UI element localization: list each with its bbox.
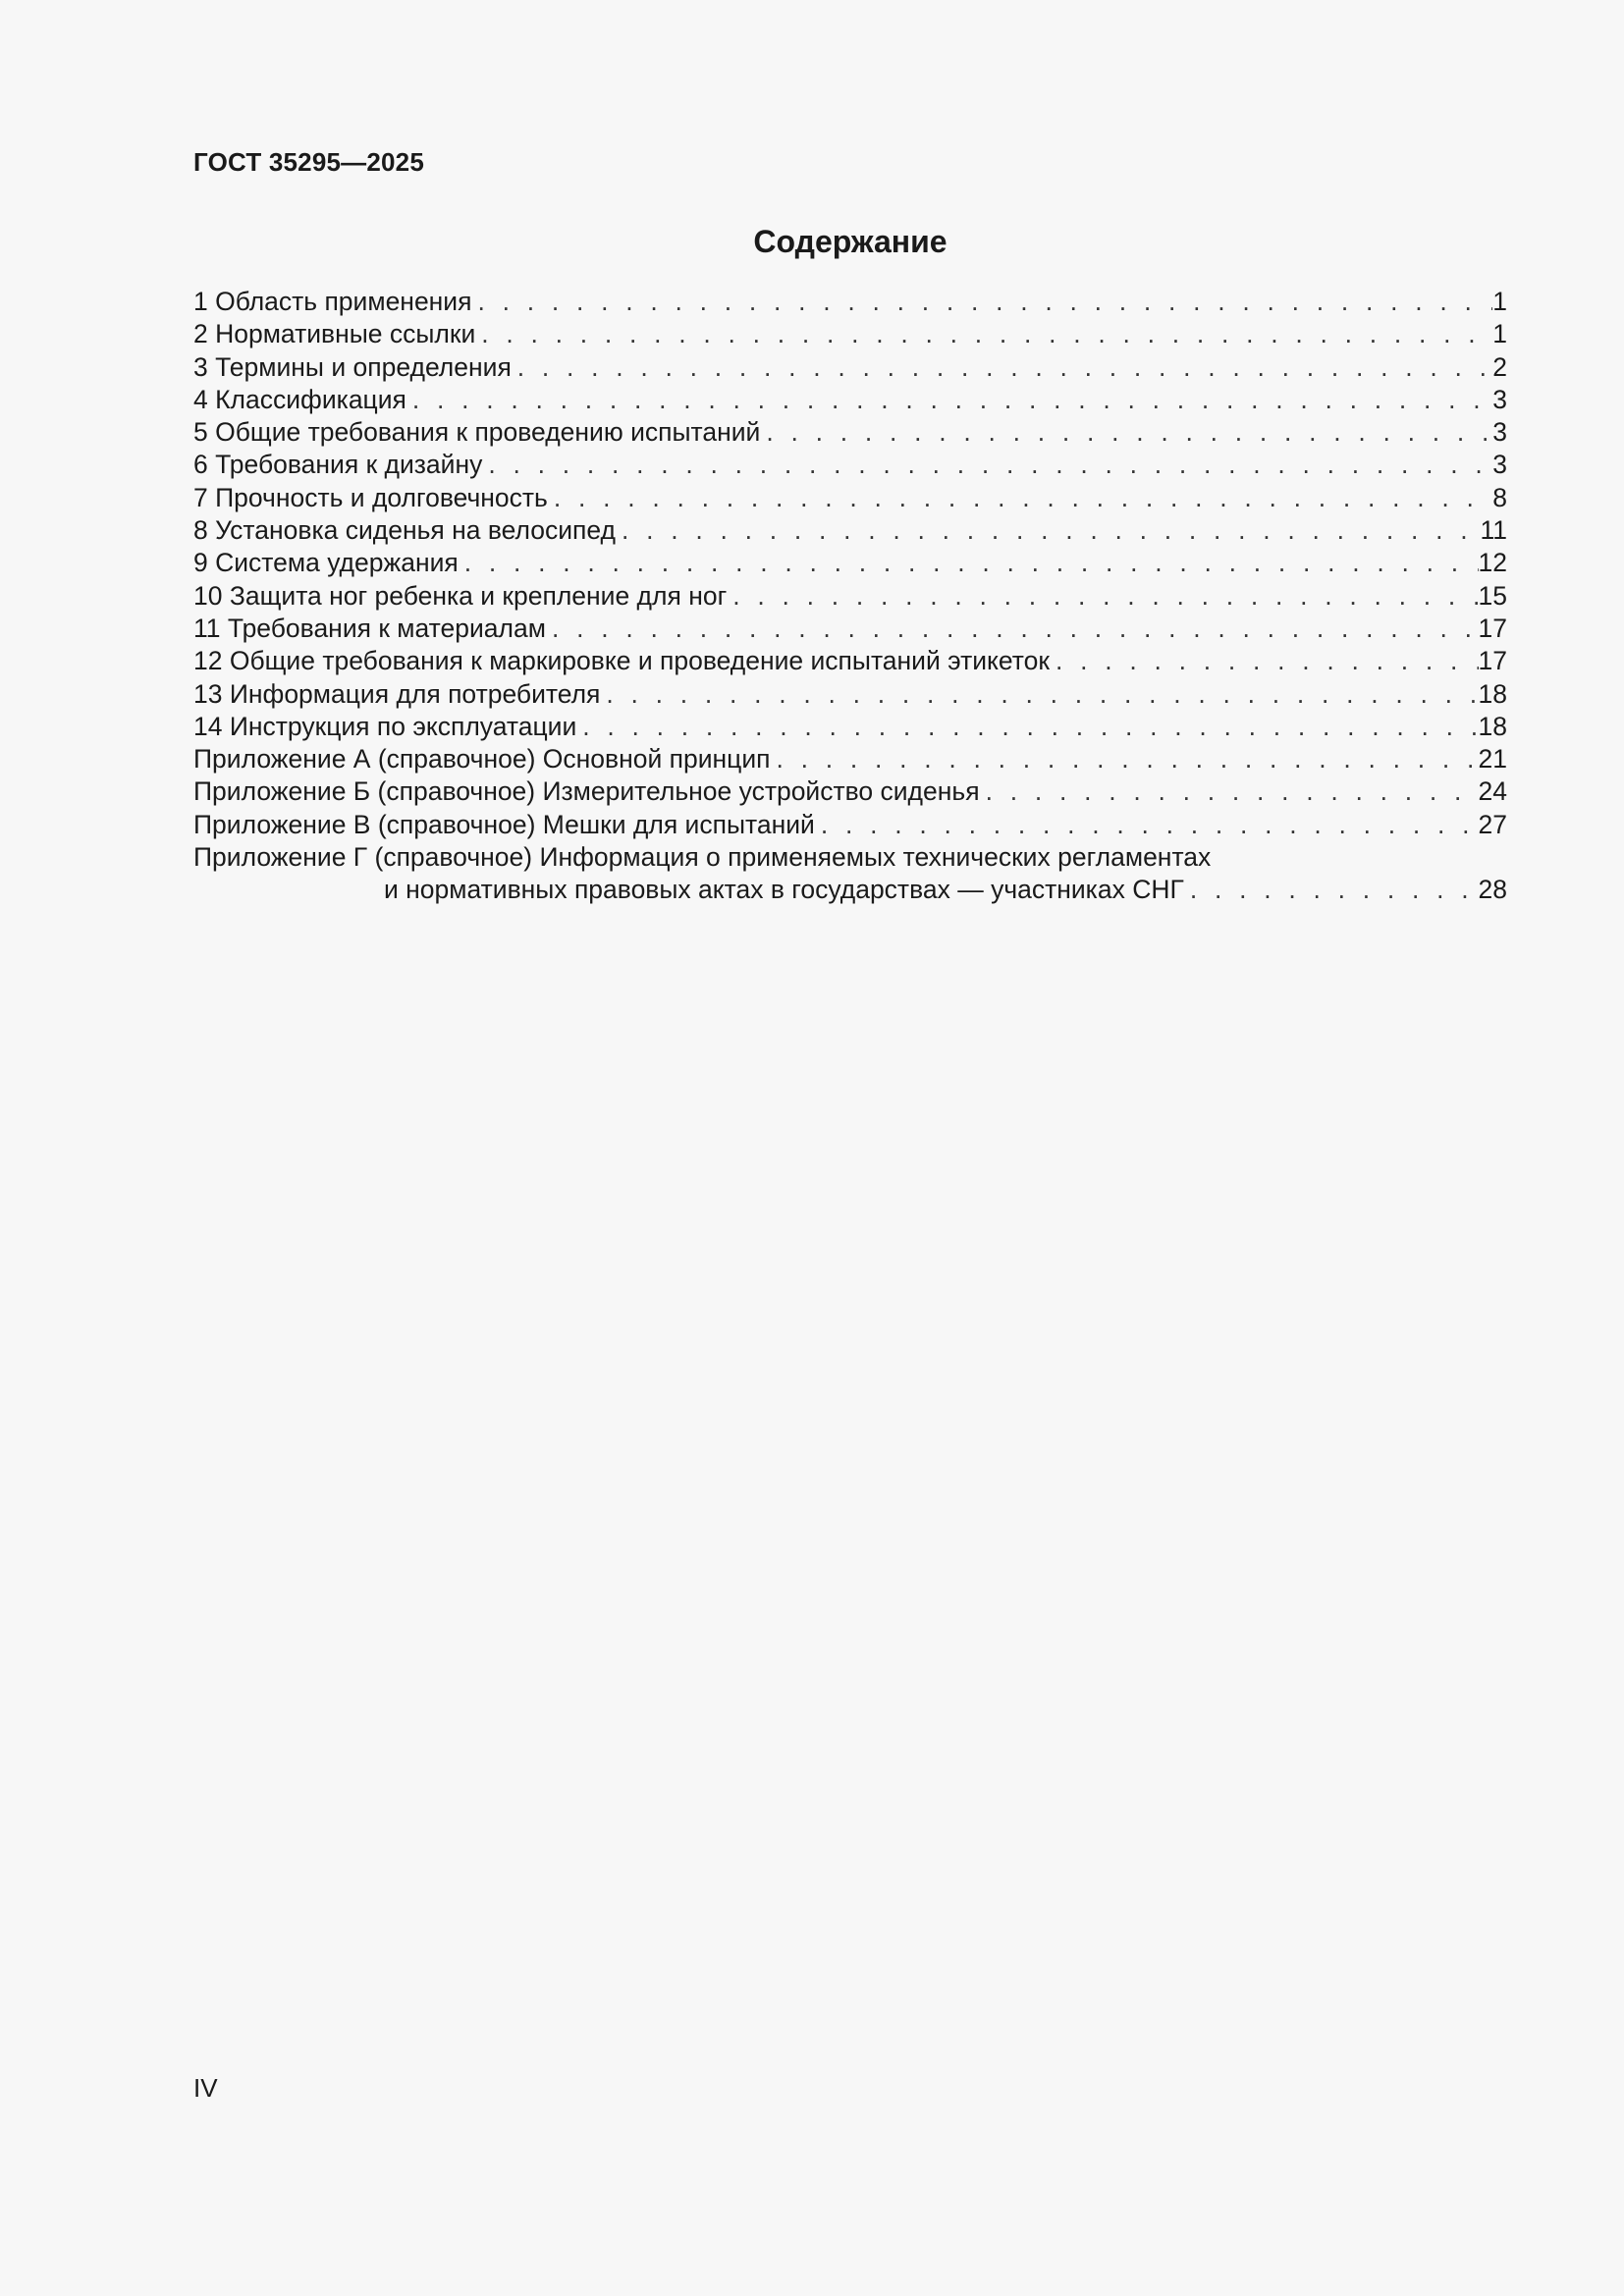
toc-entry-4[interactable] [193,384,1507,416]
toc-entry-label: 12 Общие требования к маркировке и проведение испытаний этикеток [193,646,1050,676]
toc-entry-10[interactable] [193,580,1507,613]
dot-leader [1184,874,1479,906]
toc-entry-label: 8 Установка сиденья на велосипед [193,515,617,546]
toc-page-number: 3 [1492,450,1507,480]
table-of-contents [193,286,1507,907]
toc-entry-7[interactable] [193,482,1507,514]
dot-leader [616,514,1480,547]
toc-entry-appendix-a[interactable] [193,743,1507,775]
toc-page-number: 17 [1478,613,1507,643]
toc-entry-label: и нормативных правовых актах в государствах — участниках СНГ [384,875,1184,905]
toc-entry-label: 2 Нормативные ссылки [193,319,476,349]
dot-leader [576,711,1478,743]
toc-entry-8[interactable] [193,514,1507,547]
toc-page-number: 8 [1492,482,1507,512]
toc-entry-label: 4 Классификация [193,384,406,414]
dot-leader [471,286,1492,318]
toc-page-number: 24 [1478,776,1507,807]
dot-leader [406,384,1492,416]
toc-entry-label: Приложение Б (справочное) Измерительное устройство сиденья [193,776,980,807]
toc-page-number: 3 [1492,417,1507,448]
dot-leader [512,351,1492,384]
toc-page-number: 3 [1492,384,1507,414]
dot-leader [770,743,1478,775]
toc-page-number: 28 [1478,875,1507,905]
toc-page-number: 21 [1478,744,1507,774]
dot-leader [482,449,1492,481]
toc-entry-label: 6 Требования к дизайну [193,450,483,480]
toc-entry-label: 9 Система удержания [193,548,459,578]
toc-entry-label: Приложение А (справочное) Основной принцип [193,744,771,774]
toc-entry-label: 14 Инструкция по эксплуатации [193,711,577,741]
toc-page-number: 18 [1478,678,1507,709]
dot-leader [548,482,1492,514]
toc-page-number: 18 [1478,711,1507,741]
toc-entry-1[interactable] [193,286,1507,318]
toc-entry-14[interactable] [193,711,1507,743]
toc-entry-6[interactable] [193,449,1507,481]
toc-entry-label: 13 Информация для потребителя [193,678,601,709]
toc-entry-appendix-b[interactable] [193,775,1507,808]
toc-page-number: 12 [1478,548,1507,578]
dot-leader [459,547,1479,579]
dot-leader [600,678,1478,711]
toc-entry-label: 3 Термины и определения [193,351,512,382]
page-number-footer: IV [193,2073,218,2103]
toc-entry-2[interactable] [193,318,1507,350]
dot-leader [475,318,1492,350]
toc-entry-appendix-g-line1[interactable] [193,841,1507,874]
toc-entry-9[interactable] [193,547,1507,579]
dot-leader [815,809,1479,841]
toc-entry-11[interactable] [193,613,1507,645]
toc-page-number: 1 [1492,319,1507,349]
dot-leader [727,580,1478,613]
toc-page-number: 17 [1478,646,1507,676]
document-code: ГОСТ 35295—2025 [193,147,424,177]
toc-page-number: 27 [1478,809,1507,839]
toc-page-number: 1 [1492,287,1507,316]
toc-page-number: 15 [1478,580,1507,611]
toc-entry-appendix-g-line2[interactable] [193,874,1507,906]
toc-entry-label: Приложение В (справочное) Мешки для испытаний [193,809,815,839]
toc-entry-label: 7 Прочность и долговечность [193,482,548,512]
toc-entry-5[interactable] [193,416,1507,449]
toc-entry-label: Приложение Г (справочное) Информация о применяемых технических регламентах [193,842,1212,873]
toc-entry-13[interactable] [193,678,1507,711]
toc-entry-label: 5 Общие требования к проведению испытаний [193,417,761,448]
toc-entry-label: 1 Область применения [193,287,472,316]
toc-page-number: 2 [1492,351,1507,382]
toc-entry-3[interactable] [193,351,1507,384]
toc-title: Содержание [753,224,947,259]
dot-leader [760,416,1492,449]
dot-leader [546,613,1479,645]
toc-page-number: 11 [1480,515,1507,546]
toc-entry-label: 11 Требования к материалам [193,613,546,643]
toc-entry-appendix-v[interactable] [193,809,1507,841]
dot-leader [1050,645,1479,677]
toc-entry-12[interactable] [193,645,1507,677]
dot-leader [980,775,1479,808]
toc-entry-label: 10 Защита ног ребенка и крепление для ног [193,580,728,611]
